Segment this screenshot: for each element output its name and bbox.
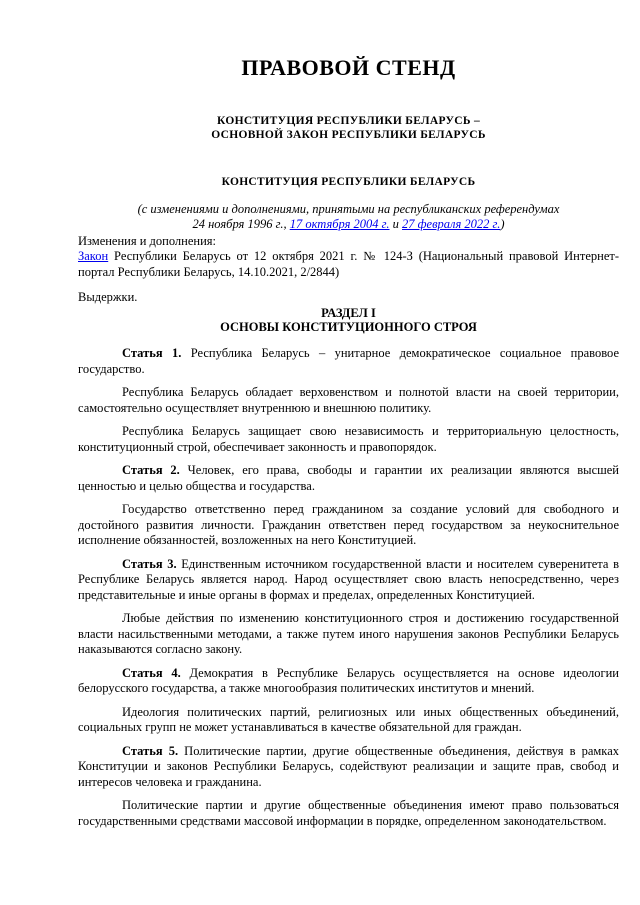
referendum-note-prefix: 24 ноября 1996 г.,	[192, 216, 290, 231]
section-number: РАЗДЕЛ I	[321, 306, 376, 320]
excerpts-label: Выдержки.	[78, 290, 138, 304]
article-paragraph	[78, 424, 619, 455]
link-referendum-2022[interactable]: 27 февраля 2022 г.	[402, 216, 501, 231]
article-text: Любые действия по изменению конституционного строя и достижению государственной власти насильственными методами, а также путем иного нарушения законов Республики Беларусь наказываются согласно закону.	[78, 611, 619, 656]
article-paragraph	[78, 346, 619, 377]
article-paragraph	[78, 611, 619, 658]
article-text: Идеология политических партий, религиозных или иных общественных объединений, социальных групп не может устанавливаться в качестве обязательной для граждан.	[78, 704, 619, 734]
referendum-note-and: и	[389, 216, 403, 231]
article-number: Статья 5.	[122, 743, 179, 758]
article-paragraph	[78, 798, 619, 829]
link-law[interactable]: Закон	[78, 249, 109, 263]
article-text: Единственным источником государственной власти и носителем суверенитета в Республике Беларусь является народ. Народ осуществляет свою власть непосредственно, через представительные и иные органы в формах и пределах, определенных Конституцией.	[78, 556, 619, 602]
article-text: Политические партии и другие общественные объединения имеют право пользоваться государственными средствами массовой информации в порядке, определенном законодательством.	[78, 798, 619, 828]
article-text: Государство ответственно перед гражданином за создание условий для свободного и достойного развития личности. Гражданин ответствен перед государством за неукоснительное исполнение обязанностей, возложенных на него Конституцией.	[78, 502, 619, 547]
section-title: ОСНОВЫ КОНСТИТУЦИОННОГО СТРОЯ	[220, 320, 477, 334]
constitution-subheading: КОНСТИТУЦИЯ РЕСПУБЛИКИ БЕЛАРУСЬ	[221, 176, 476, 188]
amendments-law-text: Республики Беларусь от 12 октября 2021 г. № 124-З (Национальный правовой Интернет-портал Республики Беларусь, 14.10.2021, 2/2844)	[78, 249, 619, 279]
article-number: Статья 4.	[122, 665, 181, 680]
referendum-note-line1: (с изменениями и дополнениями, принятыми на республиканских референдумах	[137, 202, 560, 216]
document-heading-line2: ОСНОВНОЙ ЗАКОН РЕСПУБЛИКИ БЕЛАРУСЬ	[211, 129, 486, 141]
amendments-paragraph	[78, 249, 619, 280]
referendum-note-suffix: )	[500, 216, 505, 231]
document-heading-line1: КОНСТИТУЦИЯ РЕСПУБЛИКИ БЕЛАРУСЬ –	[216, 115, 481, 127]
article-paragraph	[78, 463, 619, 494]
article-paragraph	[78, 666, 619, 697]
article-text: Республика Беларусь – унитарное демократическое социальное правовое государство.	[78, 346, 619, 376]
article-number: Статья 1.	[122, 346, 182, 360]
article-number: Статья 3.	[122, 556, 177, 571]
amendments-label: Изменения и дополнения:	[78, 234, 217, 248]
articles-body	[78, 346, 619, 829]
referendum-note	[78, 202, 619, 231]
article-paragraph	[78, 705, 619, 736]
link-referendum-2004[interactable]: 17 октября 2004 г.	[289, 216, 390, 231]
article-number: Статья 2.	[122, 463, 180, 477]
article-paragraph	[78, 502, 619, 549]
article-text: Республика Беларусь защищает свою независимость и территориальную целостность, конституционный строй, обеспечивает законность и правопорядок.	[78, 424, 619, 454]
section-heading	[78, 306, 619, 334]
article-paragraph	[78, 744, 619, 791]
referendum-note-line2	[78, 217, 619, 232]
article-text: Республика Беларусь обладает верховенством и полнотой власти на своей территории, самостоятельно осуществляет внутреннюю и внешнюю политику.	[78, 385, 619, 415]
article-text: Человек, его права, свободы и гарантии их реализации являются высшей ценностью и целью общества и государства.	[78, 463, 619, 493]
article-paragraph	[78, 385, 619, 416]
article-paragraph	[78, 557, 619, 604]
article-text: Политические партии, другие общественные объединения, действуя в рамках Конституции и законов Республики Беларусь, содействуют реализации и защите прав, свобод и интересов человека и гражданина.	[78, 743, 619, 789]
document-heading	[78, 114, 619, 142]
article-text: Демократия в Республике Беларусь осуществляется на основе идеологии белорусского государства, а также многообразия политических институтов и мнений.	[78, 665, 619, 695]
page-title: ПРАВОВОЙ СТЕНД	[241, 55, 456, 80]
